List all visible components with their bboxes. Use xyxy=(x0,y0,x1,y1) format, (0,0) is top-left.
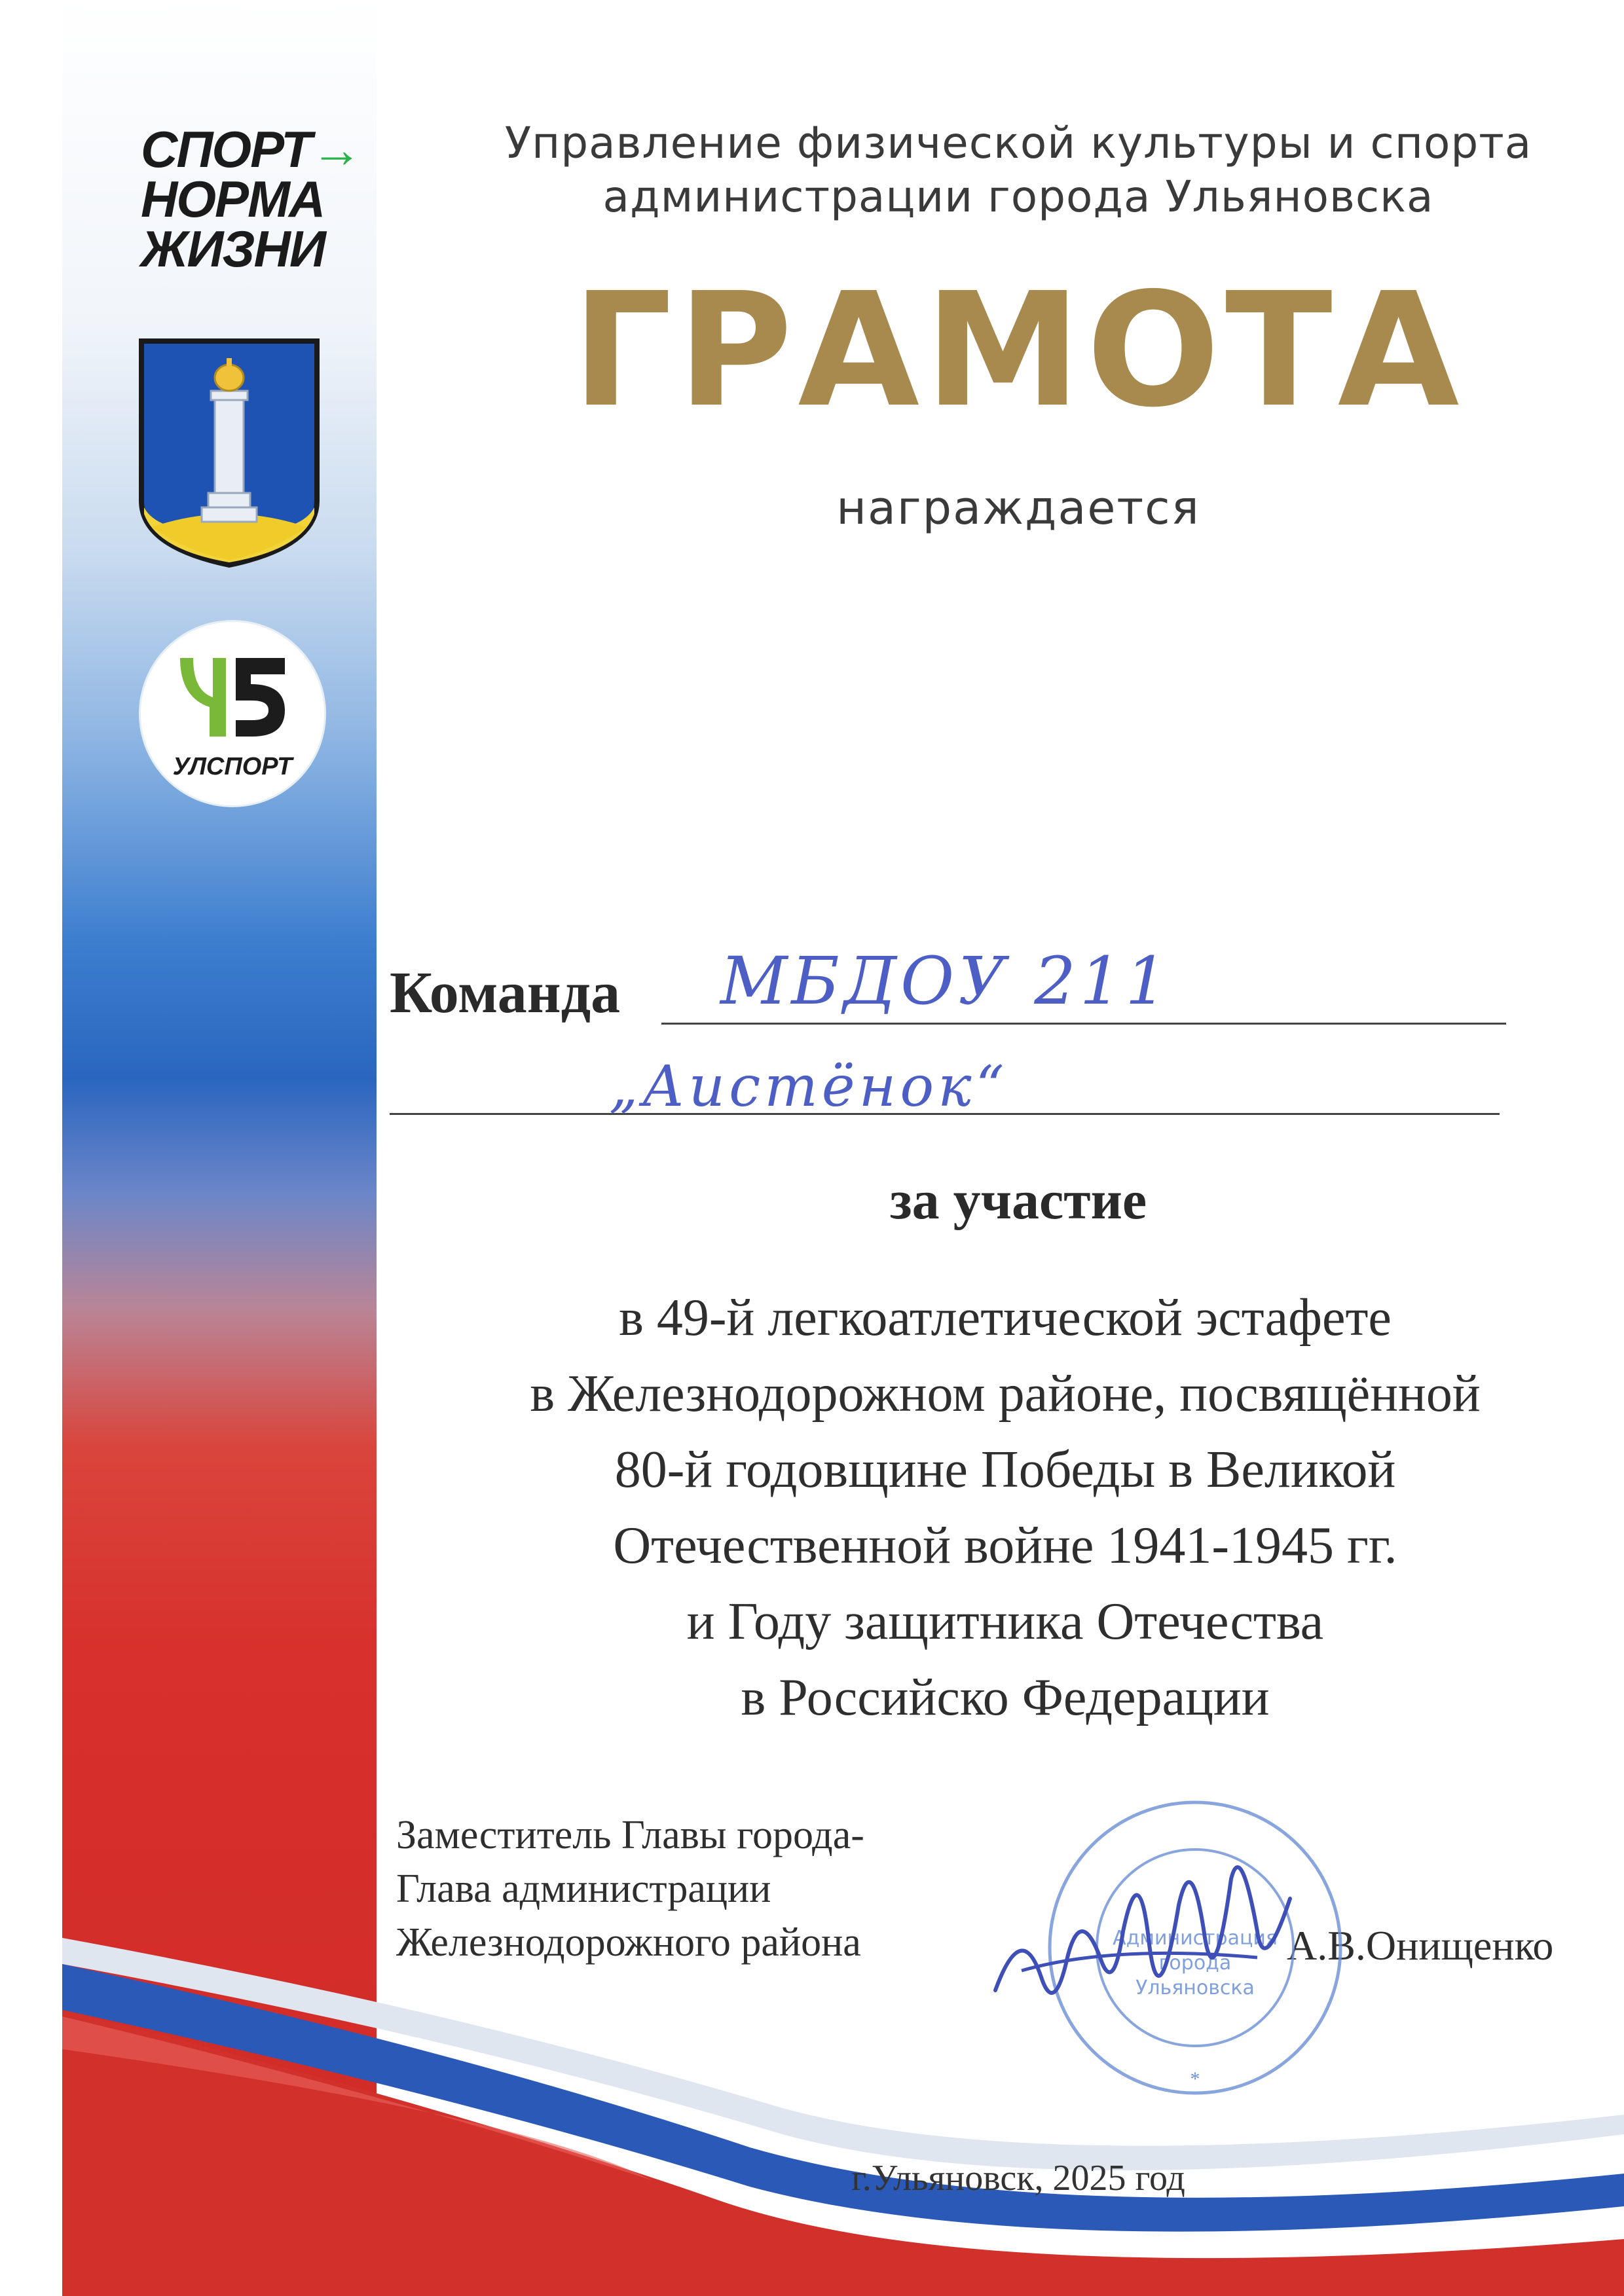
body-line: в 49-й легкоатлетической эстафете xyxy=(619,1289,1392,1347)
document-title: ГРАМОТА xyxy=(572,259,1465,442)
ulsport-logo-text: УЛСПОРТ xyxy=(172,753,293,780)
body-line: в Железнодорожном районе, посвящённой xyxy=(530,1365,1481,1423)
organization-line-1: Управление физической культуры и спорта xyxy=(504,118,1532,168)
signer-position-line: Железнодорожного района xyxy=(396,1920,861,1965)
svg-text:Ульяновска: Ульяновска xyxy=(1135,1977,1255,1999)
awarded-caption: награждается xyxy=(836,481,1200,535)
svg-text:*: * xyxy=(1190,2068,1200,2090)
handwritten-signature xyxy=(982,1827,1323,2043)
logo-word-norma: НОРМА xyxy=(141,170,325,228)
ulsport-emblem-icon xyxy=(174,645,291,743)
team-name-handwritten-2: „Аистёнок“ xyxy=(609,1054,1008,1120)
city-and-year: г.Ульяновск, 2025 год xyxy=(851,2158,1185,2198)
body-line: и Году защитника Отечества xyxy=(686,1593,1324,1650)
signer-position-line: Заместитель Главы города- xyxy=(396,1813,864,1857)
signer-name: А.В.Онищенко xyxy=(1287,1922,1554,1969)
team-name-handwritten-1: МБДОУ 211 xyxy=(720,943,1172,1019)
body-line: Отечественной войне 1941-1945 гг. xyxy=(613,1517,1397,1575)
logo-arrow: → xyxy=(310,120,361,178)
svg-text:города: города xyxy=(1158,1952,1232,1975)
body-line: в Российско Федерации xyxy=(741,1669,1270,1726)
fill-in-line-1 xyxy=(661,1023,1506,1025)
svg-text:Администрация: Администрация xyxy=(1113,1927,1278,1950)
for-participation-heading: за участие xyxy=(889,1170,1147,1231)
organization-line-2: администрации города Ульяновска xyxy=(602,172,1434,222)
team-label: Команда xyxy=(390,960,621,1025)
logo-word-sport: СПОРТ xyxy=(141,120,311,178)
coat-of-arms-icon xyxy=(138,337,321,573)
ulsport-logo xyxy=(141,622,324,805)
logo-word-zhizni: ЖИЗНИ xyxy=(141,220,325,278)
signer-position-line: Глава администрации xyxy=(396,1867,771,1911)
body-line: 80-й годовщине Победы в Великой xyxy=(614,1441,1396,1499)
sport-norma-zhizni-logo xyxy=(141,120,361,278)
